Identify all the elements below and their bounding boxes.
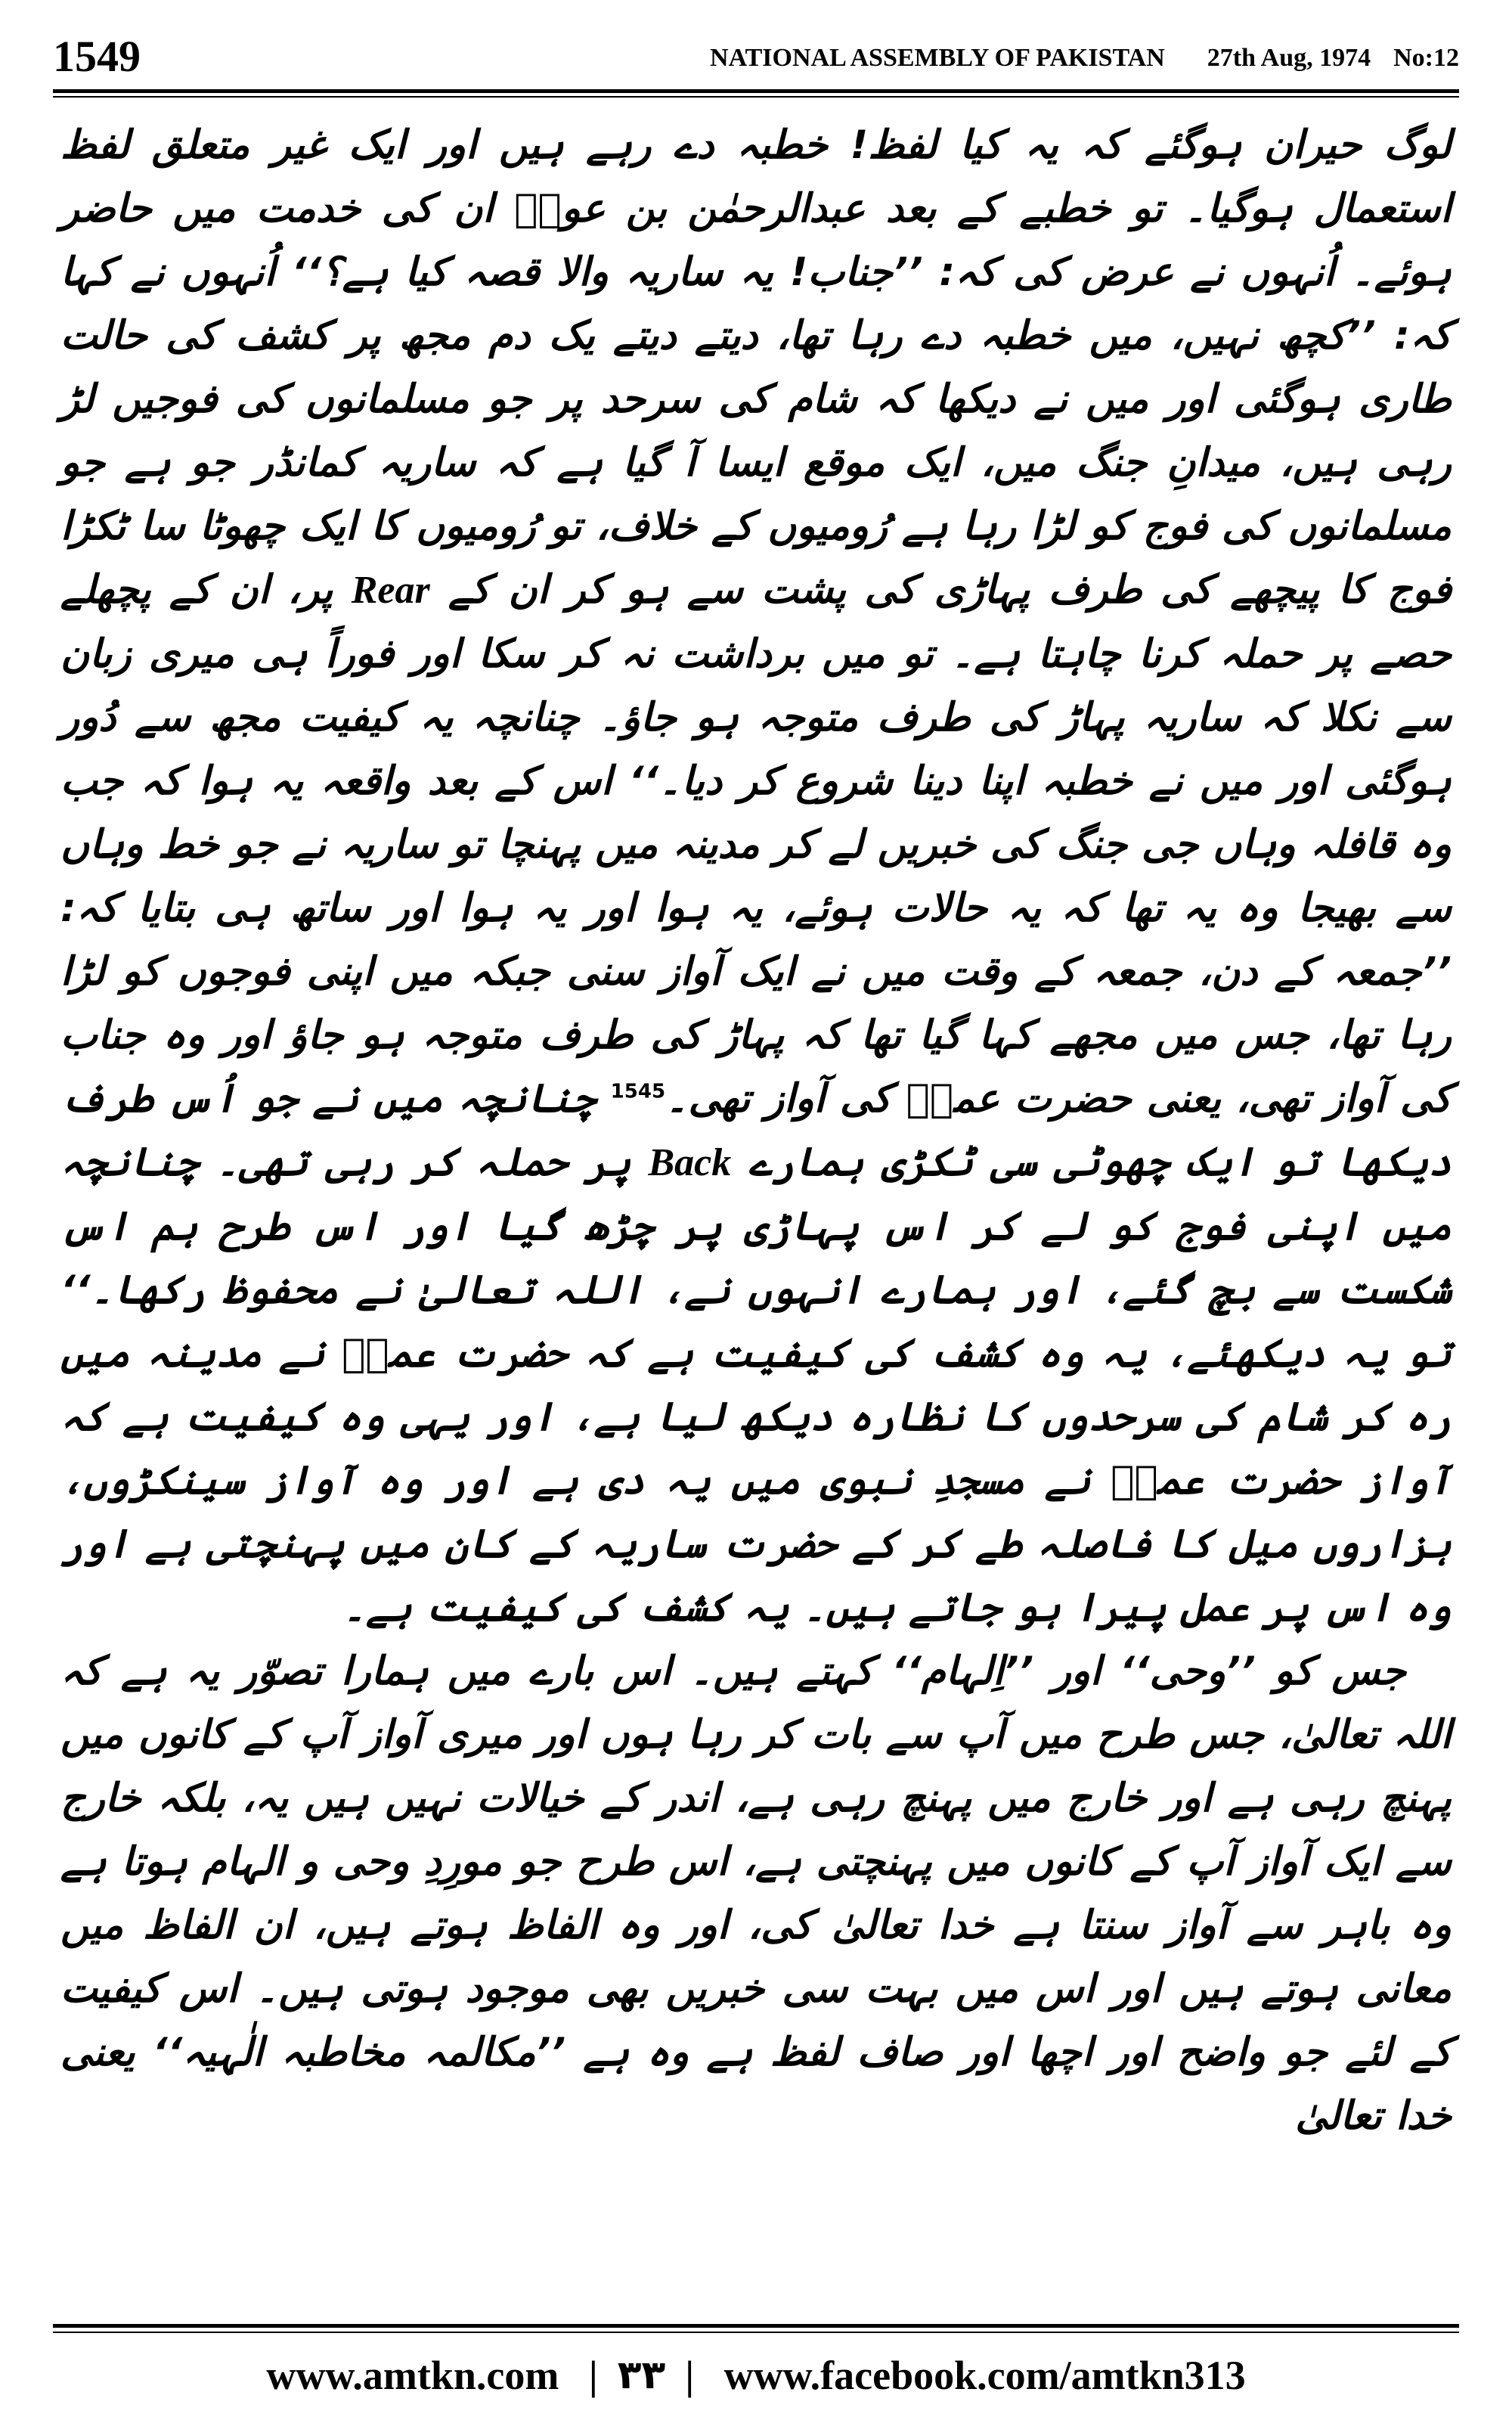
paragraph-1-part-d: پر حملہ کر رہی تھی۔ چنانچہ میں اپنی فوج کو لے کر اس پہاڑی پر چڑھ گیا اور اس طرح ہم اس شکست سے بچ گئے، اور ہمارے انہوں نے، اللہ تعالیٰ نے محفوظ رکھا۔‘‘ تو یہ دیکھئے، یہ وہ کشف کی کیفیت ہے کہ حضرت عمرؓ نے مدینہ میں رہ کر شام کی سرحدوں کا نظارہ دیکھ لیا ہے، اور یہی وہ کیفیت ہے کہ آواز حضرت عمرؓ نے مسجدِ نبوی میں یہ دی ہے اور وہ آواز سینکڑوں، ہزاروں میل کا فاصلہ طے کر کے حضرت ساریہ کے کان میں پہنچتی ہے اور وہ اس پر عمل پیرا ہو جاتے ہیں۔ یہ کشف کی کیفیت ہے۔ <box>60 1140 1452 1630</box>
website-link[interactable]: www.amtkn.com <box>266 2352 559 2398</box>
urdu-page-number: ۳۳ <box>617 2352 666 2398</box>
session-date: 27th Aug, 1974 <box>1207 44 1371 72</box>
publication-title: NATIONAL ASSEMBLY OF PAKISTAN <box>710 44 1165 72</box>
footer-separator-right: | <box>685 2352 695 2398</box>
footer-rule <box>53 2324 1459 2328</box>
urdu-body-text <box>60 113 1452 2310</box>
page-number: 1549 <box>53 32 141 81</box>
footnote-reference: 1545 <box>610 1080 666 1103</box>
header-rule <box>53 89 1459 93</box>
latin-word-rear: Rear <box>351 569 430 612</box>
paragraph-1-part-c: چنانچہ میں نے جو اُس طرف دیکھا تو ایک چھوٹی سی ٹکڑی ہمارے <box>60 1076 1452 1185</box>
paragraph-1 <box>60 113 1452 1640</box>
latin-word-back: Back <box>648 1141 732 1184</box>
paragraph-2: جس کو ’’وحی‘‘ اور ’’اِلہام‘‘ کہتے ہیں۔ اس بارے میں ہمارا تصوّر یہ ہے کہ اللہ تعالیٰ، جس طرح میں آپ سے بات کر رہا ہوں اور میری آواز آپ کے کانوں میں پہنچ رہی ہے اور خارج میں پہنچ رہی ہے، اندر کے خیالات نہیں ہیں یہ، بلکہ خارج سے ایک آواز آپ کے کانوں میں پہنچتی ہے، اس طرح جو مورِدِ وحی و الہام ہوتا ہے وہ باہر سے آواز سنتا ہے خدا تعالیٰ کی، اور وہ الفاظ ہوتے ہیں، ان الفاظ میں معانی ہوتے ہیں اور اس میں بہت سی خبریں بھی موجود ہوتی ہیں۔ اس کیفیت کے لئے جو واضح اور اچھا اور صاف لفظ ہے وہ ہے ’’مکالمہ مخاطبہ الٰہیہ‘‘ یعنی خدا تعالیٰ <box>60 1649 1452 2139</box>
page-header <box>53 30 1459 91</box>
issue-number: No:12 <box>1393 44 1459 72</box>
running-head <box>710 39 1459 77</box>
header-rule-thin <box>53 96 1459 98</box>
paragraph-1-part-b: پر، ان کے پچھلے حصے پر حملہ کرنا چاہتا ہے۔ تو میں برداشت نہ کر سکا اور فوراً ہی میری زبان سے نکلا کہ ساریہ پہاڑ کی طرف متوجہ ہو جاؤ۔ چنانچہ یہ کیفیت مجھ سے دُور ہوگئی اور میں نے خطبہ اپنا دینا شروع کر دیا۔‘‘ اس کے بعد واقعہ یہ ہوا کہ جب وہ قافلہ وہاں جی جنگ کی خبریں لے کر مدینہ میں پہنچا تو ساریہ نے جو خط وہاں سے بھیجا وہ یہ تھا کہ یہ حالات ہوئے، یہ ہوا اور یہ ہوا اور ساتھ ہی بتایا کہ: ’’جمعہ کے دن، جمعہ کے وقت میں نے ایک آواز سنی جبکہ میں اپنی فوجوں کو لڑا رہا تھا، جس میں مجھے کہا گیا تھا کہ پہاڑ کی طرف متوجہ ہو جاؤ اور وہ جناب کی آواز تھی، یعنی حضرت عمرؓ کی آواز تھی۔ <box>60 567 1452 1122</box>
footer-separator-left: | <box>588 2352 598 2398</box>
page-footer <box>53 2344 1459 2405</box>
paragraph-1-part-a: لوگ حیران ہوگئے کہ یہ کیا لفظ! خطبہ دے رہے ہیں اور ایک غیر متعلق لفظ استعمال ہوگیا۔ تو خطبے کے بعد عبدالرحمٰن بن عوفؓ ان کی خدمت میں حاضر ہوئے۔ اُنہوں نے عرض کی کہ: ’’جناب! یہ ساریہ والا قصہ کیا ہے؟‘‘ اُنہوں نے کہا کہ: ’’کچھ نہیں، میں خطبہ دے رہا تھا، دیتے دیتے یک دم مجھ پر کشف کی حالت طاری ہوگئی اور میں نے دیکھا کہ شام کی سرحد پر جو مسلمانوں کی فوجیں لڑ رہی ہیں، میدانِ جنگ میں، ایک موقع ایسا آ گیا ہے کہ ساریہ کمانڈر جو ہے جو مسلمانوں کی فوج کو لڑا رہا ہے رُومیوں کے خلاف، تو رُومیوں کا ایک چھوٹا سا ٹکڑا فوج کا پیچھے کی طرف پہاڑی کی پشت سے ہو کر ان کے <box>60 123 1452 613</box>
footer-rule-thin <box>53 2332 1459 2333</box>
facebook-link[interactable]: www.facebook.com/amtkn313 <box>723 2352 1246 2398</box>
